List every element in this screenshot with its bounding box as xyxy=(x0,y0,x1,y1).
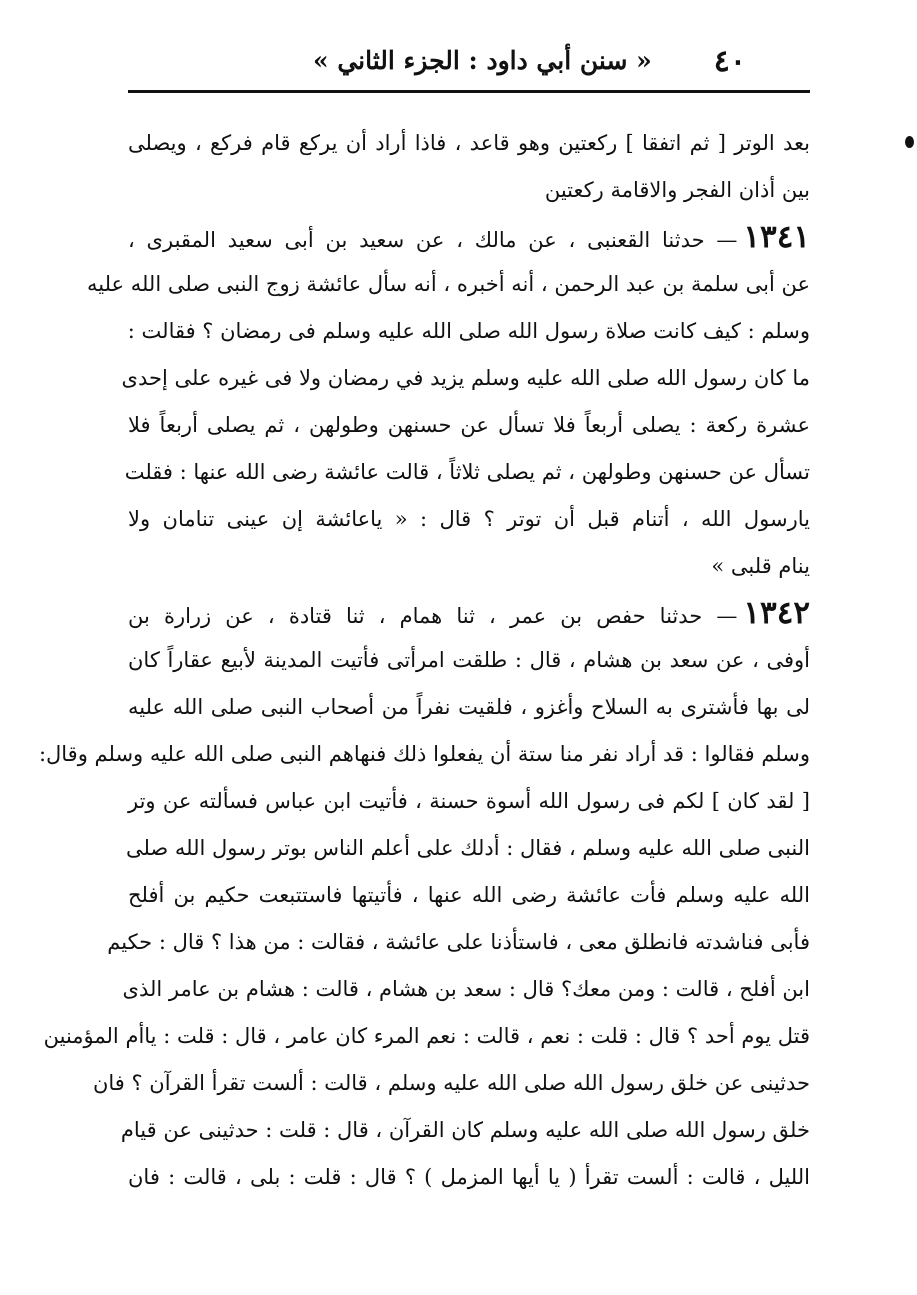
text-line: فأبى فناشدته فانطلق معى ، فاستأذنا على عائشة ، فقالت : من هذا ؟ قال : حكيم xyxy=(107,930,810,954)
text-line: عن أبى سلمة بن عبد الرحمن ، أنه أخبره ، أنه سأل عائشة زوج النبى صلى الله عليه xyxy=(86,272,810,296)
text-line: تسأل عن حسنهن وطولهن ، ثم يصلى ثلاثاً ، قالت عائشة رضى الله عنها : فقلت xyxy=(124,460,810,484)
hadith-1341-first-line xyxy=(128,214,810,261)
page-number: ٤٠ xyxy=(713,44,746,79)
text-line: وسلم : كيف كانت صلاة رسول الله صلى الله عليه وسلم فى رمضان ؟ فقالت : xyxy=(127,319,810,343)
text-line: خلق رسول الله صلى الله عليه وسلم كان القرآن ، قال : قلت : حدثينى عن قيام xyxy=(120,1118,810,1142)
margin-mark xyxy=(905,136,914,148)
text-segment: — حدثنا حفص بن عمر ، ثنا همام ، ثنا قتادة ، عن زرارة بن xyxy=(128,604,738,628)
hadith-number-1341: ١٣٤١ xyxy=(743,219,810,255)
text-line: بعد الوتر [ ثم اتفقا ] ركعتين وهو قاعد ، فاذا أراد أن يركع قام فركع ، ويصلى xyxy=(128,131,810,155)
page-header xyxy=(128,40,808,90)
text-line: يارسول الله ، أتنام قبل أن توتر ؟ قال : « ياعائشة إن عينى تنامان ولا xyxy=(128,507,810,531)
text-segment: — حدثنا القعنبى ، عن مالك ، عن سعيد بن أبى سعيد المقبرى ، xyxy=(128,228,738,252)
hadith-number-1342: ١٣٤٢ xyxy=(743,595,810,631)
text-line: النبى صلى الله عليه وسلم ، فقال : أدلك على أعلم الناس بوتر رسول الله صلى xyxy=(125,836,810,860)
text-line: الله عليه وسلم فأت عائشة رضى الله عنها ، فأتيتها فاستتبعت حكيم بن أفلح xyxy=(128,883,810,907)
text-line: أوفى ، عن سعد بن هشام ، قال : طلقت امرأتى فأتيت المدينة لأبيع عقاراً كان xyxy=(128,648,810,672)
running-title: « سنن أبي داود : الجزء الثاني » xyxy=(313,46,652,75)
text-line: قتل يوم أحد ؟ قال : قلت : نعم ، قالت : نعم المرء كان عامر ، قال : قلت : ياأم المؤمنين xyxy=(43,1024,810,1048)
text-line: بين أذان الفجر والاقامة ركعتين xyxy=(544,178,810,202)
text-line: الليل ، قالت : ألست تقرأ ( يا أيها المزمل ) ؟ قال : قلت : بلى ، قالت : فان xyxy=(128,1165,810,1189)
text-line: وسلم فقالوا : قد أراد نفر منا ستة أن يفعلوا ذلك فنهاهم النبى صلى الله عليه وسلم وقال: xyxy=(38,742,810,766)
text-line: ما كان رسول الله صلى الله عليه وسلم يزيد في رمضان ولا فى غيره على إحدى xyxy=(121,366,810,390)
text-line: حدثينى عن خلق رسول الله صلى الله عليه وسلم ، قالت : ألست تقرأ القرآن ؟ فان xyxy=(92,1071,810,1095)
text-line: ابن أفلح ، قالت : ومن معك؟ قال : سعد بن هشام ، قالت : هشام بن عامر الذى xyxy=(122,977,810,1001)
text-line: عشرة ركعة : يصلى أربعاً فلا تسأل عن حسنهن وطولهن ، ثم يصلى أربعاً فلا xyxy=(128,413,810,437)
text-line: ينام قلبى » xyxy=(711,554,810,578)
text-line: [ لقد كان ] لكم فى رسول الله أسوة حسنة ، فأتيت ابن عباس فسألته عن وتر xyxy=(128,789,810,813)
text-line: لى بها فأشترى به السلاح وأغزو ، فلقيت نفراً من أصحاب النبى صلى الله عليه xyxy=(128,695,810,719)
header-divider xyxy=(128,90,810,93)
hadith-1342-first-line xyxy=(128,590,810,637)
body-text xyxy=(38,120,810,1201)
